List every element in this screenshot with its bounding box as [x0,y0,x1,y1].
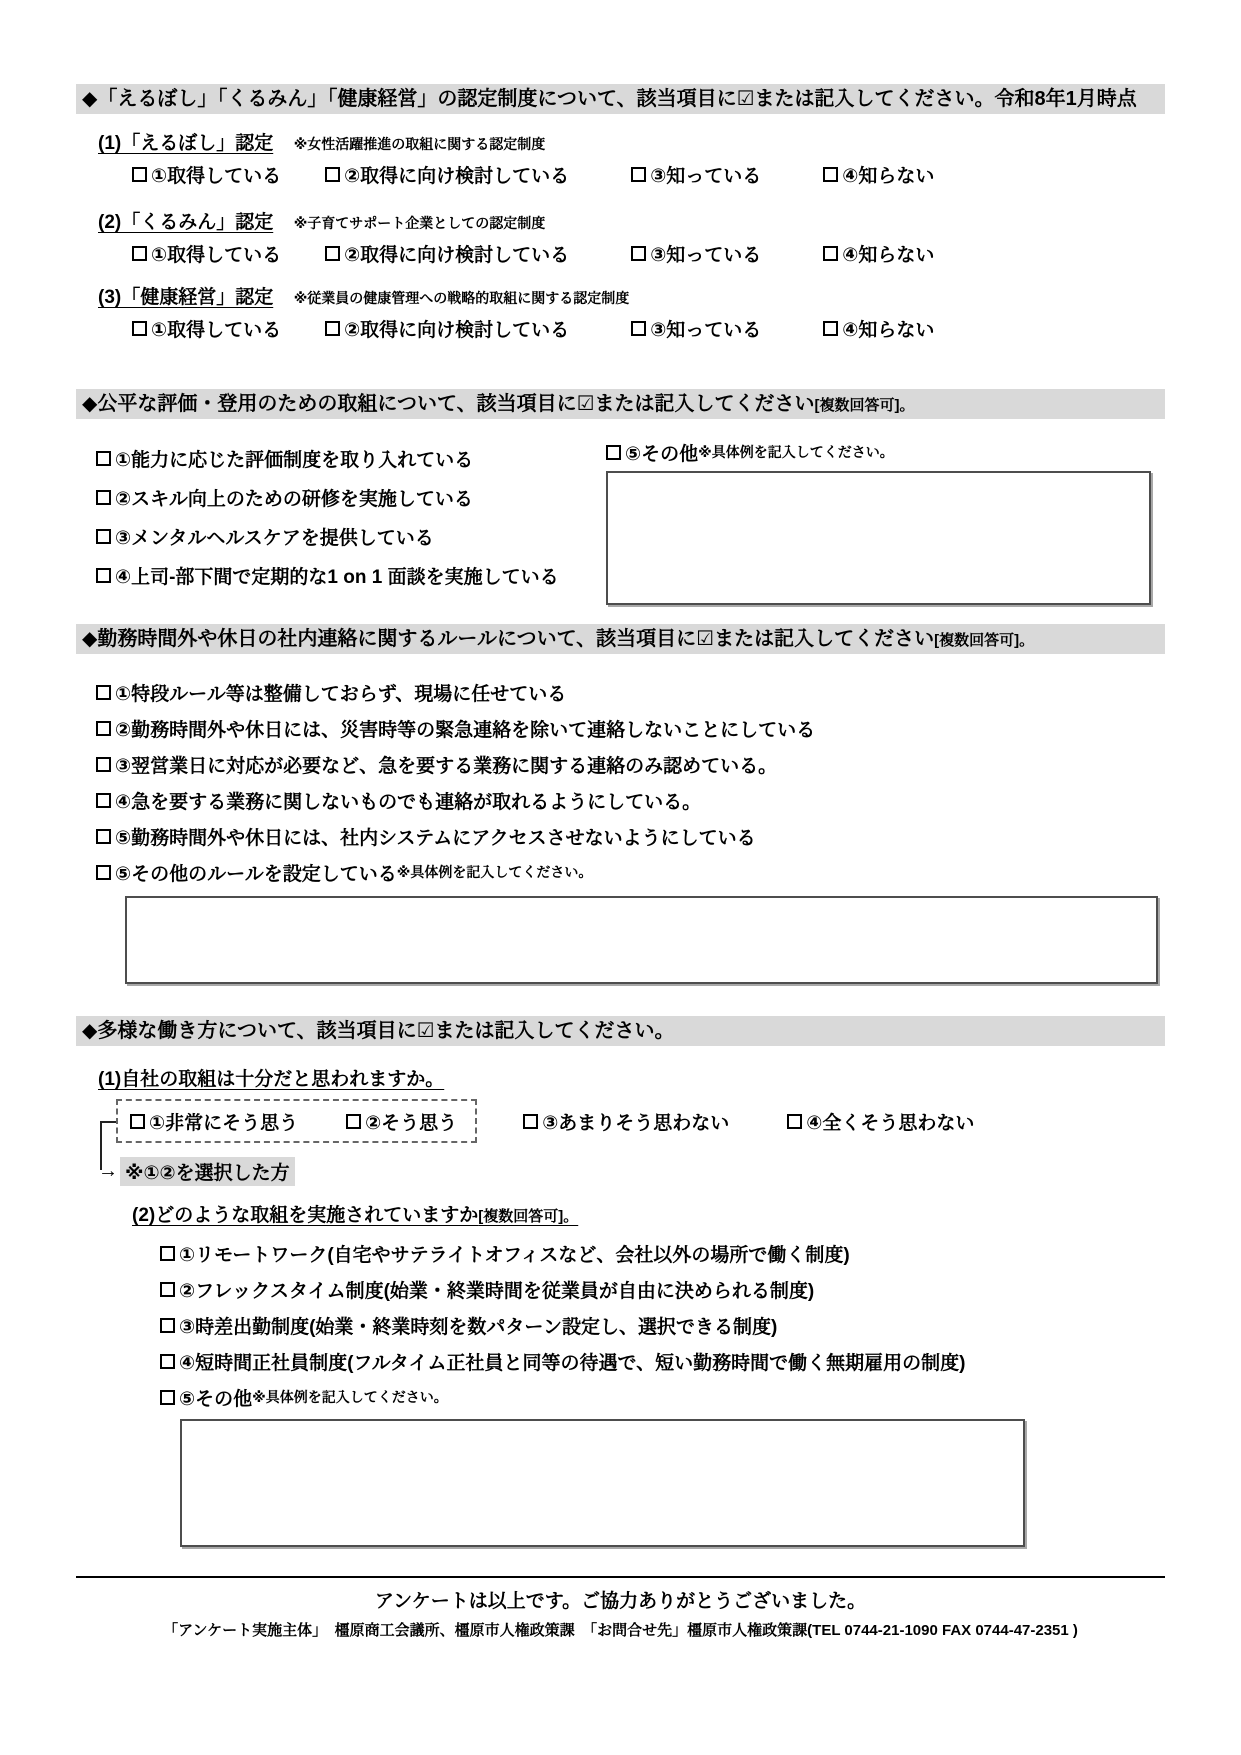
question-kurumin [98,207,1165,234]
option-label: ②取得に向け検討している [344,244,570,266]
checkbox-icon[interactable] [631,167,646,182]
footer-credit-text: 「アンケート実施主体」 橿原商工会議所、橿原市人権政策課 「お問合せ先」橿原市人権政策課(TEL 0744-21-1090 FAX 0744-47-2351 ) [163,1622,1078,1639]
option-label: ⑤勤務時間外や休日には、社内システムにアクセスさせないようにしている [115,827,756,849]
workstyle-q2 [132,1200,1165,1227]
checkbox-icon[interactable] [132,167,147,182]
checkbox-option[interactable] [160,1271,1165,1307]
checkbox-option[interactable] [96,818,1165,854]
checkbox-option[interactable] [96,746,1165,782]
option-note: ※具体例を記入してください。 [252,1389,448,1405]
branch-arrow-icon: → [98,1160,118,1182]
branch-note-row [98,1157,1165,1186]
option-label: ④知らない [842,165,935,187]
checkbox-icon[interactable] [96,451,111,466]
section-title-certification [76,84,1165,114]
option-label: ④短時間正社員制度(フルタイム正社員と同等の待遇で、短い勤務時間で働く無期雇用の制度) [179,1352,966,1374]
checkbox-option[interactable] [631,161,761,188]
question-note: ※従業員の健康管理への戦略的取組に関する認定制度 [293,290,630,306]
branch-note-label: ※①②を選択した方 [120,1157,295,1186]
checkbox-icon[interactable] [96,829,111,844]
section-title-text: ◆多様な働き方について、該当項目に☑または記入してください。 [82,1020,675,1042]
checkbox-icon[interactable] [96,685,111,700]
dashed-option-group [116,1099,477,1143]
checkbox-icon[interactable] [325,321,340,336]
checkbox-option[interactable] [346,1108,457,1135]
checkbox-icon[interactable] [606,445,621,460]
question-label: (2)「くるみん」認定 [98,212,274,233]
workstyle-q1 [98,1064,1165,1091]
option-label: ④上司-部下間で定期的な1 on 1 面談を実施している [115,567,559,588]
options-kurumin [132,240,1165,266]
checkbox-option[interactable] [523,1108,729,1135]
workstyle-q2-items [160,1235,1165,1415]
branch-connector-line [100,1121,116,1170]
checkbox-icon[interactable] [96,793,111,808]
option-label: ②取得に向け検討している [344,165,570,187]
checkbox-option[interactable] [96,556,576,595]
checkbox-icon[interactable] [132,246,147,261]
checkbox-icon[interactable] [325,167,340,182]
question-note: ※女性活躍推進の取組に関する認定制度 [293,136,546,152]
option-label: ①リモートワーク(自宅やサテライトオフィスなど、会社以外の場所で働く制度) [179,1244,850,1266]
question-label [132,1200,578,1227]
option-label: ⑤その他のルールを設定している [115,863,397,885]
checkbox-icon[interactable] [823,167,838,182]
checkbox-icon[interactable] [823,321,838,336]
checkbox-icon[interactable] [130,1114,145,1129]
option-label: ②フレックスタイム制度(始業・終業時間を従業員が自由に決められる制度) [179,1280,815,1302]
checkbox-icon[interactable] [823,246,838,261]
option-label: ③知っている [650,165,762,187]
checkbox-icon[interactable] [96,529,111,544]
checkbox-icon[interactable] [346,1114,361,1129]
footer [76,1576,1165,1640]
option-label: ③あまりそう思わない [542,1112,730,1134]
option-label: ②取得に向け検討している [344,319,570,341]
checkbox-option[interactable] [96,478,576,517]
footer-closing-text: アンケートは以上です。ご協力ありがとうございました。 [374,1591,867,1612]
section-title-text: ◆「えるぼし」「くるみん」「健康経営」の認定制度について、該当項目に☑または記入してください。令和8年1月時点 [82,88,1137,110]
checkbox-option[interactable] [130,1108,298,1135]
checkbox-icon[interactable] [96,757,111,772]
checkbox-icon[interactable] [631,246,646,261]
checkbox-icon[interactable] [631,321,646,336]
option-note: ※具体例を記入してください。 [396,864,593,880]
evaluation-other-input-box[interactable] [606,471,1151,605]
section-title-suffix: [複数回答可]。 [934,632,1035,649]
option-label: ④急を要する業務に関しないものでも連絡が取れるようにしている。 [115,791,702,813]
option-label: ①特段ルール等は整備しておらず、現場に任せている [115,683,567,705]
checkbox-option-other[interactable] [606,439,1165,465]
option-label: ③知っている [650,244,762,266]
option-label: ①能力に応じた評価制度を取り入れている [115,450,474,471]
checkbox-option[interactable] [631,315,761,342]
checkbox-option[interactable] [823,240,934,267]
checkbox-option[interactable] [787,1108,974,1135]
evaluation-columns [96,439,1165,605]
option-label: ④知らない [842,319,935,341]
option-label: ④知らない [842,244,935,266]
checkbox-icon[interactable] [96,490,111,505]
option-label: ②勤務時間外や休日には、災害時等の緊急連絡を除いて連絡しないことにしている [115,719,816,741]
checkbox-option[interactable] [325,161,569,188]
checkbox-option[interactable] [132,161,281,188]
option-label: ②そう思う [365,1112,458,1134]
checkbox-option[interactable] [823,315,934,342]
checkbox-option[interactable] [96,782,1165,818]
checkbox-option-other[interactable] [160,1379,1165,1415]
checkbox-option[interactable] [96,439,576,478]
footer-divider [76,1576,1165,1578]
checkbox-icon[interactable] [523,1114,538,1129]
checkbox-option[interactable] [823,161,934,188]
option-label: ①非常にそう思う [149,1112,299,1134]
checkbox-icon[interactable] [160,1318,175,1333]
checkbox-option[interactable] [96,710,1165,746]
section-title-text: ◆勤務時間外や休日の社内連絡に関するルールについて、該当項目に☑または記入してください [82,628,935,650]
option-label: ①取得している [151,165,282,187]
question-label-suffix: [複数回答可]。 [478,1208,579,1225]
checkbox-option[interactable] [631,240,761,267]
option-label: ①取得している [151,244,282,266]
workstyle-q1-area [76,1099,1165,1186]
question-label-text: (2)どのような取組を実施されていますか [132,1205,479,1226]
checkbox-option[interactable] [132,315,281,342]
evaluation-other [576,439,1165,605]
checkbox-option[interactable] [160,1307,1165,1343]
checkbox-icon[interactable] [132,321,147,336]
options-erubosi [132,161,1165,187]
checkbox-icon[interactable] [787,1114,802,1129]
checkbox-icon[interactable] [325,246,340,261]
checkbox-option[interactable] [160,1343,1165,1379]
option-note: ※具体例を記入してください。 [698,444,894,460]
checkbox-icon[interactable] [96,721,111,736]
checkbox-option[interactable] [325,240,569,267]
question-erubosi [98,128,1165,155]
section-title-text: ◆公平な評価・登用のための取組について、該当項目に☑または記入してください [82,393,815,415]
contact-rules-other-input-box[interactable] [125,896,1158,984]
checkbox-option[interactable] [96,517,576,556]
checkbox-icon[interactable] [160,1282,175,1297]
question-label: (1)「えるぼし」認定 [98,133,274,154]
question-label: (1)自社の取組は十分だと思われますか。 [98,1069,445,1090]
question-kenkokeiei [98,282,1165,309]
option-label: ③時差出勤制度(始業・終業時刻を数パターン設定し、選択できる制度) [179,1316,778,1338]
question-note: ※子育てサポート企業としての認定制度 [293,215,546,231]
checkbox-option[interactable] [160,1235,1165,1271]
question-label: (3)「健康経営」認定 [98,287,274,308]
option-label: ①取得している [151,319,282,341]
checkbox-icon[interactable] [160,1354,175,1369]
option-label: ④全くそう思わない [806,1112,975,1134]
contact-rules-items [96,674,1165,890]
checkbox-icon[interactable] [160,1390,175,1405]
evaluation-items [96,439,576,605]
section-title-evaluation [76,389,1165,419]
workstyle-other-input-box[interactable] [180,1419,1025,1547]
option-label: ⑤その他 [179,1388,253,1410]
checkbox-icon[interactable] [96,865,111,880]
option-label: ⑤その他 [625,443,699,465]
option-label: ③知っている [650,319,762,341]
checkbox-option[interactable] [96,674,1165,710]
checkbox-option[interactable] [325,315,569,342]
section-title-suffix: [複数回答可]。 [814,397,915,414]
checkbox-icon[interactable] [96,568,111,583]
checkbox-icon[interactable] [160,1246,175,1261]
section-title-workstyle [76,1016,1165,1046]
option-label: ③翌営業日に対応が必要など、急を要する業務に関する連絡のみ認めている。 [115,755,778,777]
checkbox-option-other[interactable] [96,854,1165,890]
workstyle-q1-options [116,1099,1165,1143]
checkbox-option[interactable] [132,240,281,267]
option-label: ②スキル向上のための研修を実施している [115,489,473,510]
options-kenkokeiei [132,315,1165,341]
option-label: ③メンタルヘルスケアを提供している [115,528,434,549]
section-title-contact-rules [76,624,1165,654]
